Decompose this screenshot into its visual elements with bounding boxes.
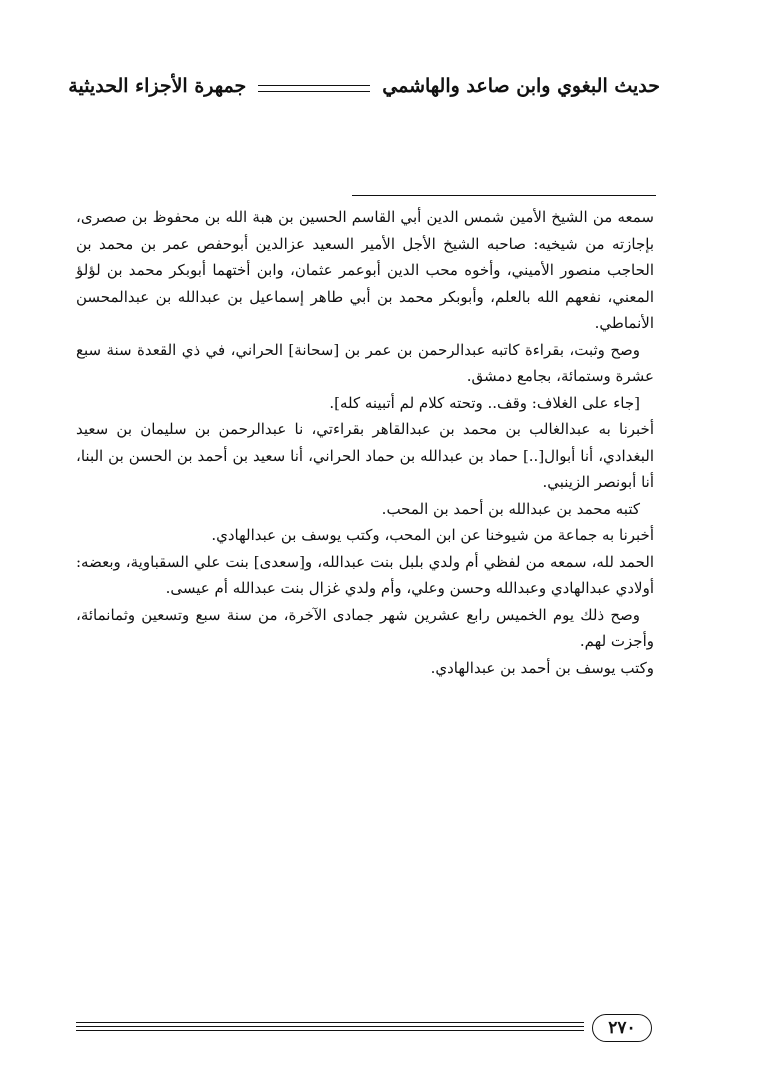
paragraph-transmission-note: أخبرنا به جماعة من شيوخنا عن ابن المحب، وكتب يوسف بن عبدالهادي. <box>211 526 654 544</box>
paragraph-cover-note: [جاء على الغلاف: وقف.. وتحته كلام لم أتبينه كله]. <box>329 393 640 412</box>
page-footer <box>76 1014 656 1044</box>
paragraph-scribe-note: كتبه محمد بن عبدالله بن أحمد بن المحب. <box>381 499 640 518</box>
paragraph-hamd-sama: الحمد لله، سمعه من لفظي أم ولدي بلبل بنت عبدالله، و[سعدى] بنت علي السقباوية، وبعضه: أولادي عبدالهادي وعبدالله وحسن وعلي، وأم ولدي غزال بنت عبدالله أم عيسى. <box>76 552 654 597</box>
header-title: حديث البغوي وابن صاعد والهاشمي <box>382 75 660 97</box>
paragraph-reading-note: وصح وثبت، بقراءة كاتبه عبدالرحمن بن عمر بن [سحانة] الحراني، في ذي القعدة سنة سبع عشرة وستمائة، بجامع دمشق. <box>76 340 654 385</box>
page-number: ٢٧٠ <box>592 1014 652 1042</box>
header-separator <box>258 85 370 92</box>
footer-rule <box>76 1026 584 1027</box>
running-header <box>64 66 660 106</box>
body-text <box>76 204 654 681</box>
paragraph-sama-chain: سمعه من الشيخ الأمين شمس الدين أبي القاسم الحسين بن هبة الله بن محفوظ بن صصرى، بإجازته من شيخيه: صاحبه الشيخ الأجل الأمير السعيد عزالدين أبوحفص عمر بن محمد بن الحاجب منصور الأميني، وأخوه محب الدين أبوعمر عثمان، وابن أختهما أبوبكر محمد بن لؤلؤ المعني، نفعهم الله بالعلم، وأبوبكر محمد بن أبي طاهر إسماعيل بن عبدالله بن عبدالمحسن الأنماطي. <box>76 208 654 332</box>
section-rule <box>352 195 656 196</box>
footer-rule <box>76 1022 584 1023</box>
footer-rule <box>76 1030 584 1031</box>
header-series-title: جمهرة الأجزاء الحديثية <box>68 75 247 97</box>
paragraph-isnad: أخبرنا به عبدالغالب بن محمد بن عبدالقاهر بقراءتي، نا عبدالرحمن بن سليمان بن سعيد البغدادي، أنا أبوال[..] حماد بن عبدالله بن حماد الحراني، أنا سعيد بن أحمد بن الحسن بن البنا، أنا أبونصر الزينبي. <box>76 420 654 491</box>
paragraph-date-note: وصح ذلك يوم الخميس رابع عشرين شهر جمادى الآخرة، من سنة سبع وتسعين وثمانمائة، وأجزت لهم. <box>76 605 654 650</box>
paragraph-signature: وكتب يوسف بن أحمد بن عبدالهادي. <box>430 658 654 677</box>
